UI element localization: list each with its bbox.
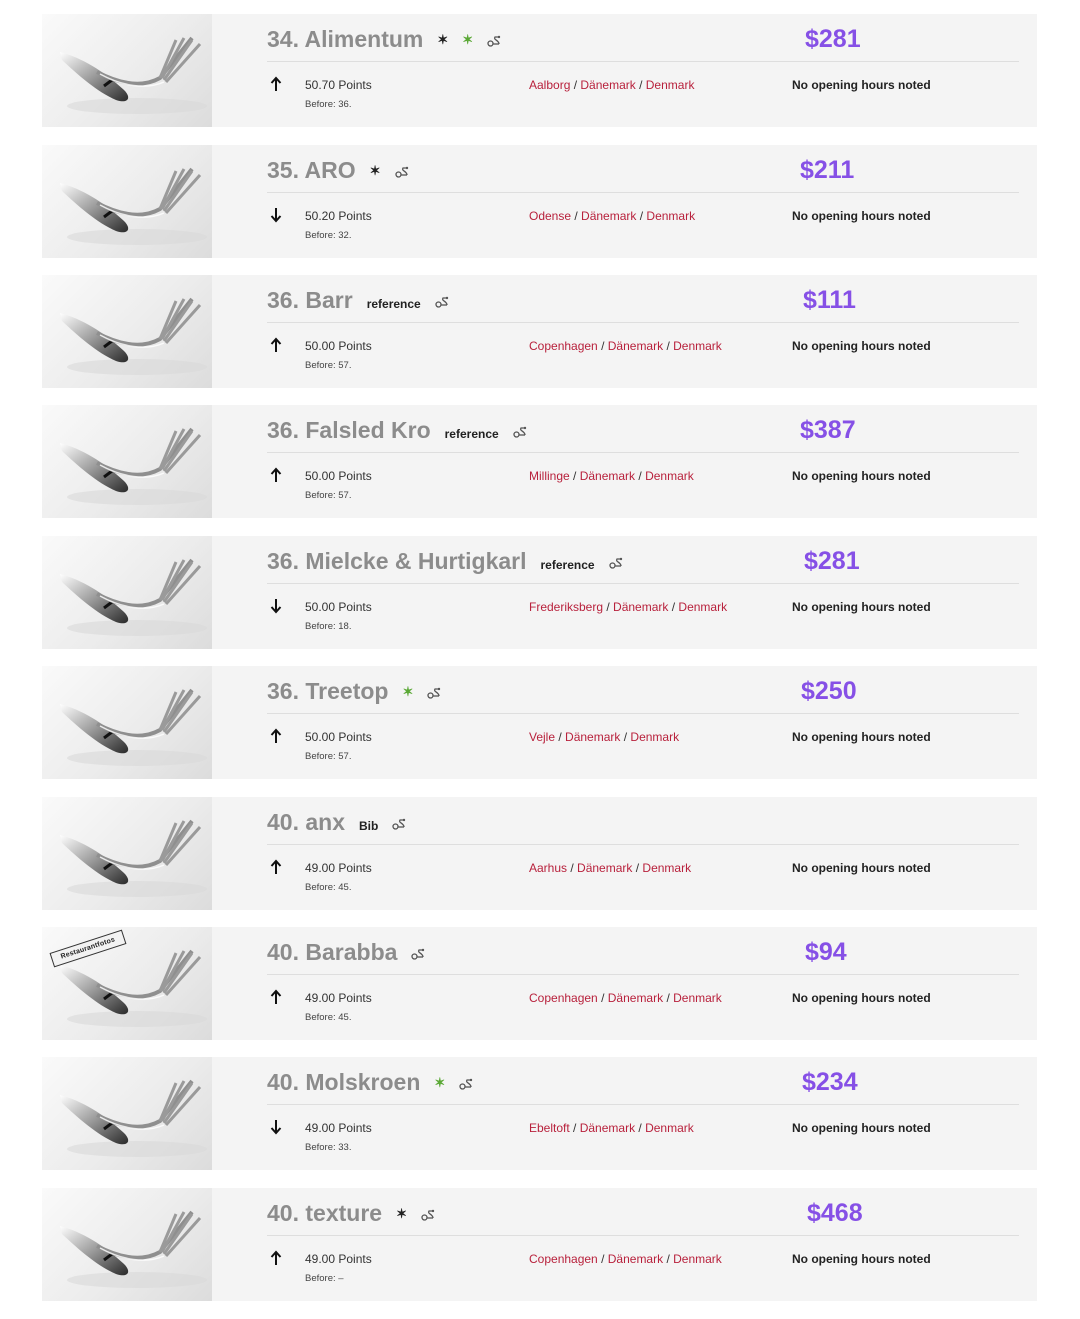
rank-label: 36. [267, 286, 299, 313]
opening-hours: No opening hours noted [792, 600, 931, 614]
title-row [267, 937, 1019, 973]
restaurant-card[interactable] [42, 275, 1037, 388]
title-row [267, 1067, 1019, 1103]
category-tag: reference [540, 558, 595, 572]
star-icon: ✶ [396, 1205, 407, 1221]
restaurant-thumbnail[interactable] [42, 145, 212, 258]
divider [267, 322, 1019, 323]
restaurant-title[interactable] [267, 1198, 435, 1228]
title-row [267, 415, 1019, 451]
city-link[interactable]: Millinge [529, 469, 570, 483]
price-label: $211 [800, 156, 855, 184]
points-value: 49.00 Points [305, 861, 372, 875]
price-label: $281 [805, 25, 861, 53]
divider [267, 192, 1019, 193]
rank-label: 36. [267, 677, 299, 704]
arrow-up-icon [270, 859, 282, 875]
previous-rank: Before: 45. [305, 1012, 352, 1023]
restaurant-title[interactable] [267, 155, 409, 185]
country-en-link[interactable]: Denmark [673, 1252, 722, 1266]
restaurant-title[interactable] [267, 937, 425, 967]
arrow-up-icon [270, 1250, 282, 1266]
category-tag: Bib [359, 819, 379, 833]
location-breadcrumb: Copenhagen / Dänemark / Denmark [529, 991, 722, 1005]
points-value: 50.70 Points [305, 78, 372, 92]
category-tag: reference [366, 297, 421, 311]
star-icon: ✶ [402, 683, 414, 699]
country-en-link[interactable]: Denmark [678, 600, 728, 614]
divider [267, 1235, 1019, 1236]
title-row [267, 546, 1019, 582]
price-label: $387 [800, 416, 856, 444]
title-row [267, 285, 1019, 321]
country-de-link[interactable]: Dänemark [577, 861, 633, 875]
location-route-icon[interactable] [459, 1069, 473, 1096]
previous-rank: Before: – [305, 1273, 344, 1284]
restaurant-thumbnail[interactable] [42, 1188, 212, 1301]
location-route-icon[interactable] [487, 26, 501, 53]
divider [267, 1104, 1019, 1105]
location-breadcrumb: Copenhagen / Dänemark / Denmark [529, 339, 722, 353]
restaurant-title[interactable] [267, 807, 406, 837]
arrow-up-icon [270, 467, 282, 483]
city-link[interactable]: Copenhagen [529, 991, 598, 1005]
arrow-up-icon [270, 337, 282, 353]
restaurant-name[interactable]: Barabba [305, 938, 398, 965]
opening-hours: No opening hours noted [792, 861, 931, 875]
star-icon: ✶ [369, 162, 381, 178]
previous-rank: Before: 57. [305, 751, 352, 762]
city-link[interactable]: Frederiksberg [529, 600, 604, 614]
restaurant-title[interactable] [267, 676, 441, 706]
country-de-link[interactable]: Dänemark [613, 600, 669, 614]
opening-hours: No opening hours noted [792, 991, 931, 1005]
photo-stamp: Restaurantfotos [50, 930, 127, 968]
country-de-link[interactable]: Dänemark [581, 209, 637, 223]
country-de-link[interactable]: Dänemark [579, 1121, 636, 1135]
arrow-up-icon [270, 728, 282, 744]
rank-label: 40. [267, 1199, 299, 1226]
restaurant-thumbnail[interactable] [42, 666, 212, 779]
divider [267, 61, 1019, 62]
city-link[interactable]: Copenhagen [529, 339, 598, 353]
restaurant-name[interactable]: Falsled Kro [305, 416, 431, 443]
location-breadcrumb: Frederiksberg / Dänemark / Denmark [529, 600, 728, 614]
opening-hours: No opening hours noted [792, 339, 931, 353]
points-value: 49.00 Points [305, 1252, 372, 1266]
country-de-link[interactable]: Dänemark [607, 991, 664, 1005]
location-breadcrumb: Ebeltoft / Dänemark / Denmark [529, 1121, 694, 1135]
city-link[interactable]: Aalborg [529, 78, 571, 92]
rank-label: 36. [267, 416, 299, 443]
country-en-link[interactable]: Denmark [645, 78, 695, 92]
restaurant-thumbnail[interactable] [42, 275, 212, 388]
category-tag: reference [444, 427, 499, 441]
opening-hours: No opening hours noted [792, 78, 931, 92]
restaurant-title[interactable] [267, 546, 623, 576]
city-link[interactable]: Ebeltoft [529, 1121, 570, 1135]
arrow-down-icon [270, 207, 282, 223]
price-label: $234 [802, 1068, 858, 1096]
location-breadcrumb: Odense / Dänemark / Denmark [529, 209, 696, 223]
location-breadcrumb: Aarhus / Dänemark / Denmark [529, 861, 692, 875]
previous-rank: Before: 57. [305, 360, 352, 371]
divider [267, 452, 1019, 453]
location-route-icon[interactable] [513, 417, 527, 444]
rank-label: 35. [267, 156, 299, 183]
location-route-icon[interactable] [411, 939, 425, 966]
opening-hours: No opening hours noted [792, 1252, 931, 1266]
divider [267, 713, 1019, 714]
restaurant-thumbnail[interactable] [42, 1057, 212, 1170]
restaurant-name[interactable]: Treetop [305, 677, 389, 704]
country-de-link[interactable]: Dänemark [580, 78, 636, 92]
restaurant-card[interactable] [42, 536, 1037, 649]
restaurant-name[interactable]: Mielcke & Hurtigkarl [305, 547, 527, 574]
points-value: 50.00 Points [305, 600, 372, 614]
star-icon: ✶ [434, 1074, 446, 1090]
country-de-link[interactable]: Dänemark [579, 469, 636, 483]
country-en-link[interactable]: Denmark [673, 339, 722, 353]
points-value: 50.20 Points [305, 209, 372, 223]
restaurant-thumbnail[interactable] [42, 405, 212, 518]
restaurant-name[interactable]: ARO [304, 156, 356, 183]
location-route-icon[interactable] [392, 809, 406, 836]
title-row [267, 155, 1019, 191]
title-row [267, 1198, 1019, 1234]
opening-hours: No opening hours noted [792, 730, 931, 744]
restaurant-card[interactable] [42, 927, 1037, 1040]
restaurant-thumbnail[interactable] [42, 536, 212, 649]
rank-label: 34. [267, 25, 299, 52]
previous-rank: Before: 32. [305, 230, 352, 241]
restaurant-thumbnail[interactable] [42, 927, 212, 1040]
country-en-link[interactable]: Denmark [642, 861, 692, 875]
price-label: $250 [801, 677, 857, 705]
points-value: 50.00 Points [305, 469, 372, 483]
location-route-icon[interactable] [395, 157, 409, 184]
restaurant-title[interactable] [267, 24, 501, 54]
arrow-down-icon [270, 598, 282, 614]
city-link[interactable]: Aarhus [529, 861, 568, 875]
location-breadcrumb: Aalborg / Dänemark / Denmark [529, 78, 695, 92]
restaurant-card[interactable] [42, 14, 1037, 127]
opening-hours: No opening hours noted [792, 1121, 931, 1135]
opening-hours: No opening hours noted [792, 209, 931, 223]
city-link[interactable]: Vejle [529, 730, 556, 744]
rank-label: 40. [267, 1068, 299, 1095]
divider [267, 844, 1019, 845]
title-row [267, 676, 1019, 712]
arrow-up-icon [270, 989, 282, 1005]
points-value: 50.00 Points [305, 339, 372, 353]
opening-hours: No opening hours noted [792, 469, 931, 483]
location-route-icon[interactable] [421, 1200, 435, 1227]
rank-label: 40. [267, 938, 299, 965]
star-icon: ✶ [437, 31, 449, 47]
divider [267, 583, 1019, 584]
divider [267, 974, 1019, 975]
restaurant-name[interactable]: Alimentum [304, 25, 424, 52]
arrow-down-icon [270, 1119, 282, 1135]
restaurant-name[interactable]: Molskroen [305, 1068, 421, 1095]
location-breadcrumb: Copenhagen / Dänemark / Denmark [529, 1252, 722, 1266]
city-link[interactable]: Odense [529, 209, 572, 223]
country-en-link[interactable]: Denmark [645, 469, 694, 483]
restaurant-card[interactable] [42, 797, 1037, 910]
restaurant-name[interactable]: Barr [305, 286, 353, 313]
title-row [267, 807, 1019, 843]
star-icon: ✶ [462, 31, 474, 47]
price-label: $281 [804, 547, 860, 575]
location-route-icon[interactable] [435, 287, 449, 314]
restaurant-title[interactable] [267, 285, 449, 315]
restaurant-card[interactable] [42, 145, 1037, 258]
restaurant-title[interactable] [267, 415, 527, 445]
restaurant-thumbnail[interactable] [42, 797, 212, 910]
previous-rank: Before: 18. [305, 621, 352, 632]
location-breadcrumb: Vejle / Dänemark / Denmark [529, 730, 680, 744]
country-de-link[interactable]: Dänemark [607, 339, 664, 353]
country-en-link[interactable]: Denmark [645, 1121, 694, 1135]
arrow-up-icon [270, 76, 282, 92]
restaurant-thumbnail[interactable] [42, 14, 212, 127]
country-de-link[interactable]: Dänemark [565, 730, 621, 744]
restaurant-card[interactable] [42, 405, 1037, 518]
restaurant-title[interactable] [267, 1067, 473, 1097]
restaurant-name[interactable]: texture [305, 1199, 383, 1226]
title-row [267, 24, 1019, 60]
previous-rank: Before: 36. [305, 99, 352, 110]
points-value: 50.00 Points [305, 730, 372, 744]
restaurant-name[interactable]: anx [305, 808, 346, 835]
restaurant-card[interactable] [42, 1057, 1037, 1170]
country-en-link[interactable]: Denmark [630, 730, 680, 744]
location-breadcrumb: Millinge / Dänemark / Denmark [529, 469, 694, 483]
rank-label: 36. [267, 547, 299, 574]
restaurant-card[interactable] [42, 666, 1037, 779]
price-label: $94 [805, 938, 847, 966]
location-route-icon[interactable] [609, 548, 623, 575]
previous-rank: Before: 57. [305, 490, 352, 501]
points-value: 49.00 Points [305, 1121, 372, 1135]
rank-label: 40. [267, 808, 299, 835]
restaurant-card[interactable] [42, 1188, 1037, 1301]
previous-rank: Before: 33. [305, 1142, 352, 1153]
previous-rank: Before: 45. [305, 882, 352, 893]
country-de-link[interactable]: Dänemark [607, 1252, 664, 1266]
price-label: $111 [803, 286, 856, 314]
price-label: $468 [807, 1199, 863, 1227]
points-value: 49.00 Points [305, 991, 372, 1005]
city-link[interactable]: Copenhagen [529, 1252, 598, 1266]
country-en-link[interactable]: Denmark [646, 209, 696, 223]
location-route-icon[interactable] [427, 678, 441, 705]
country-en-link[interactable]: Denmark [673, 991, 722, 1005]
